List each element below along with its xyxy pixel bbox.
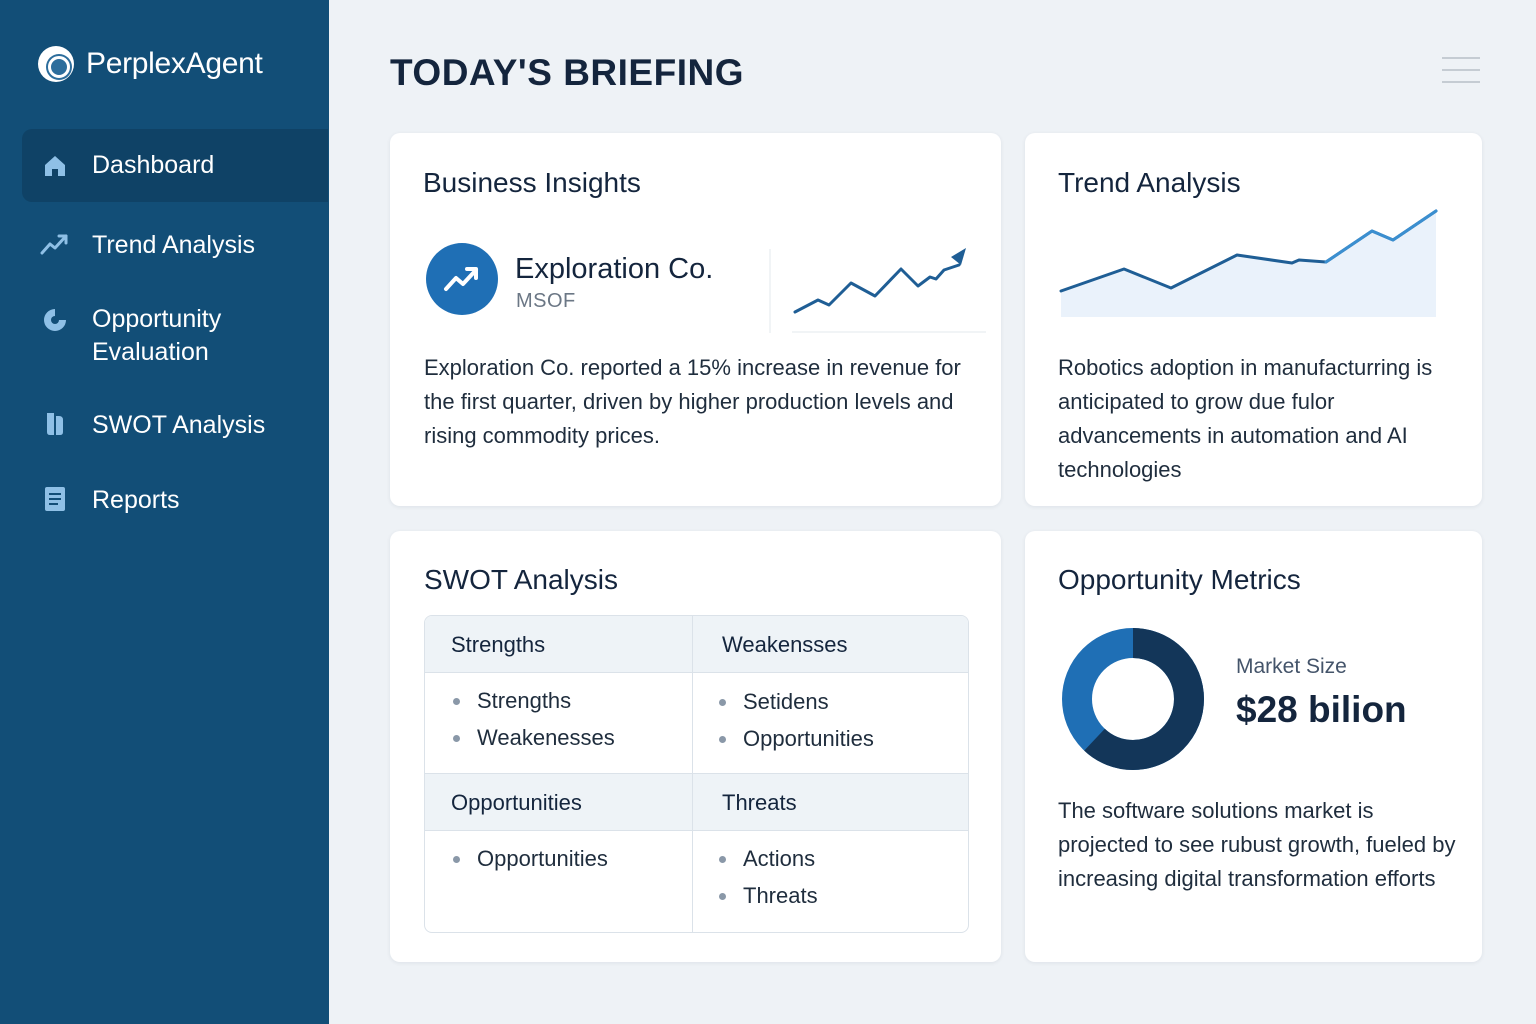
- card-title: Trend Analysis: [1058, 167, 1241, 198]
- swot-analysis-card: [390, 531, 1001, 962]
- pie-icon: [40, 305, 70, 335]
- opportunity-description: The software solutions market is projected to see rubust growth, fueled by increasing digital transformation efforts: [1058, 798, 1456, 891]
- opportunity-metrics-card: [1025, 531, 1482, 962]
- sidebar-item-label: Opportunity Evaluation: [92, 305, 222, 366]
- swot-weaknesses-list: [717, 687, 874, 761]
- sparkline-chart: [768, 245, 988, 335]
- swot-threats-heading: Threats: [693, 774, 969, 830]
- sidebar-item-label: Reports: [92, 486, 180, 514]
- hamburger-icon[interactable]: [1442, 57, 1480, 85]
- company-name: Exploration Co.: [515, 253, 714, 285]
- list-item: Opportunities: [717, 724, 874, 761]
- home-icon: [40, 151, 70, 181]
- swot-strengths-list: [451, 686, 615, 760]
- swot-opportunities-list: [451, 844, 608, 881]
- swot-opportunities-heading: Opportunities: [425, 774, 692, 830]
- brand[interactable]: [38, 46, 263, 82]
- list-item: Weakenesses: [451, 723, 615, 760]
- business-insights-card: [390, 133, 1001, 506]
- card-title: SWOT Analysis: [424, 564, 618, 595]
- sidebar-item-swot-analysis[interactable]: [22, 409, 328, 442]
- swot-strengths-heading: Strengths: [425, 616, 692, 672]
- metric-value: $28 bilion: [1236, 689, 1407, 730]
- list-item: Strengths: [451, 686, 615, 723]
- swot-icon: [40, 409, 70, 439]
- brand-logo-icon: [38, 46, 74, 82]
- market-size-donut-chart: [1061, 627, 1205, 771]
- sidebar-item-label: Trend Analysis: [92, 231, 256, 259]
- sidebar-item-dashboard[interactable]: [22, 129, 328, 202]
- list-item: Setidens: [717, 687, 874, 724]
- swot-weaknesses-heading: Weakensses: [693, 616, 969, 672]
- sidebar: [0, 0, 329, 1024]
- app-name: PerplexAgent: [86, 47, 263, 80]
- page-title: TODAY'S BRIEFING: [390, 52, 744, 93]
- metric-label: Market Size: [1236, 655, 1347, 678]
- swot-threats-list: [717, 844, 818, 918]
- trend-icon: [40, 229, 70, 259]
- trend-up-icon: [426, 243, 498, 315]
- insight-description: Exploration Co. reported a 15% increase in revenue for the first quarter, driven by higher production levels and rising commodity prices.: [424, 355, 961, 448]
- trend-analysis-card: [1025, 133, 1482, 506]
- card-title: Opportunity Metrics: [1058, 564, 1301, 595]
- list-item: Actions: [717, 844, 818, 881]
- sidebar-item-reports[interactable]: [22, 484, 328, 517]
- sidebar-item-label: Dashboard: [92, 151, 215, 179]
- card-title: Business Insights: [423, 167, 641, 198]
- company-ticker: MSOF: [516, 290, 576, 312]
- trend-area-chart: [1059, 207, 1439, 319]
- list-item: Threats: [717, 881, 818, 918]
- list-item: Opportunities: [451, 844, 608, 881]
- swot-grid: [424, 615, 969, 933]
- trend-description: Robotics adoption in manufacturring is anticipated to grow due fulor advancements in automation and AI technologies: [1058, 355, 1433, 482]
- sidebar-item-trend-analysis[interactable]: [22, 229, 328, 262]
- sidebar-item-label: SWOT Analysis: [92, 411, 266, 439]
- document-icon: [40, 484, 70, 514]
- sidebar-item-opportunity-evaluation[interactable]: [22, 303, 328, 369]
